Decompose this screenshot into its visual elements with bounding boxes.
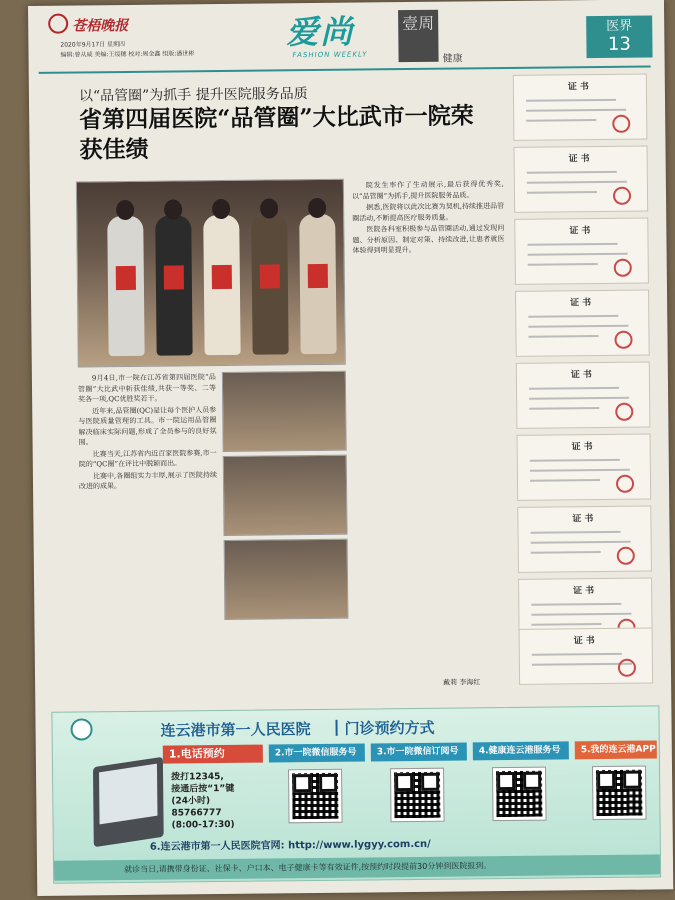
seal-icon [614,331,632,349]
phone-line: 拨打12345, [171,771,224,783]
step-wechat-service: 2.市一院微信服务号 [269,744,365,763]
article-column-2 [352,179,509,671]
phone-line: 接通后按“1”键 [171,783,235,795]
section-tag [586,15,652,58]
masthead [38,3,659,73]
step-wechat-subscription: 3.市一院微信订阅号 [371,742,467,761]
ad-subtitle: 门诊预约方式 [344,718,435,738]
paragraph: 9月4日,市一院在江苏省第四届医院“品管圈”大比武中斩获佳绩,共获一等奖、二等奖各一项,QC优胜奖若干。 [77,373,217,404]
event-photo-1 [222,371,347,452]
weekly-label: 壹周 [398,10,439,62]
paper-logo-icon [48,14,68,34]
qr-code-icon [289,770,342,823]
newspaper-page [28,0,673,896]
certificate: 证书 [513,74,648,141]
divider [335,720,337,736]
editor-credits: 编辑:曾从威 美编:王绥穗 校对:周金鑫 组版:潘世彬 [60,50,195,59]
certificate: 证书 [517,434,652,501]
byline: 戴莉 李海红 [443,678,481,687]
seal-icon [613,187,631,205]
paragraph: 据悉,医院将以此次比赛为契机,持续推进品管圈活动,不断提高医疗服务质量。 [352,202,505,223]
photo-person [107,216,144,356]
hospital-logo-icon [70,718,92,740]
phone-line: 85766777 [171,808,222,819]
seal-icon [618,659,636,677]
seal-icon [615,403,633,421]
photo-person [155,215,192,355]
step-app: 5.我的连云港APP [575,740,657,759]
health-label: 健康 [442,53,463,65]
qr-code-icon [593,767,646,820]
step-health-lyg: 4.健康连云港服务号 [473,741,569,760]
certificate: 证书 [514,146,649,213]
section-subtitle: FASHION WEEKLY [292,50,368,60]
hospital-website: 6.连云港市第一人民医院官网: http://www.lygyy.com.cn/ [149,838,431,853]
paragraph: 院发生率作了生动展示,最后获得优秀奖,以“品管圈”为抓手,提升医院服务品质。 [351,180,504,201]
paragraph: 医院各科室积极参与品管圈活动,通过发现问题、分析原因、制定对策、持续改进,让患者就医体验得到明显提升。 [352,224,505,255]
paragraph: 近年来,品管圈(QC)是让每个医护人员参与医院质量管理的工具。市一院运用品管圈解决临床实际问题,形成了全员参与的良好氛围。 [78,405,217,447]
article-kicker: 以“品管圈”为抓手 提升医院服务品质 [78,86,308,105]
certificate: 证书 [518,577,653,644]
issue-date: 2020年9月17日 星期四 [60,40,126,49]
seal-icon [616,475,634,493]
certificate: 证书 [517,506,652,573]
appointment-ad [51,705,661,883]
seal-icon [614,259,632,277]
phone-line: (24小时) [171,796,211,807]
event-photo-2 [223,455,348,536]
certificate: 证书 [519,627,654,684]
qr-code-icon [493,768,546,821]
photo-person [203,215,240,355]
qr-code-icon [391,769,444,822]
phone-line: (8:00-17:30) [171,819,235,831]
paper-name: 苍梧晚报 [72,17,129,35]
seal-icon [617,547,635,565]
certificate: 证书 [515,290,650,357]
article-column-1 [78,372,219,703]
photo-person [251,214,288,354]
seal-icon [612,115,630,133]
paragraph: 比赛当天,江苏省内近百家医院参赛,市一院的“QC圈”在评比中脱颖而出。 [78,448,217,469]
page-number: 13 [607,33,631,55]
section-tag-name: 医界 [606,18,633,34]
step-phone: 1.电话预约 [163,745,263,764]
event-photo-3 [224,539,349,620]
laptop-icon [93,757,164,848]
photo-person [299,214,336,354]
ad-hospital-name: 连云港市第一人民医院 [160,720,311,740]
ad-footer: 就诊当日,请携带身份证、社保卡、户口本、电子健康卡等有效证件,按预约时段提前30分钟到医院报到。 [54,854,660,880]
section-logo: 爱尚 [286,12,355,52]
paragraph: 比赛中,各圈组实力丰厚,展示了医院持续改进的成果。 [78,470,217,491]
phone-instructions [171,771,235,832]
award-photo [76,179,346,368]
certificate: 证书 [516,362,651,429]
certificate: 证书 [514,218,649,285]
article-headline: 省第四届医院“品管圈”大比武市一院荣获佳绩 [79,102,474,164]
